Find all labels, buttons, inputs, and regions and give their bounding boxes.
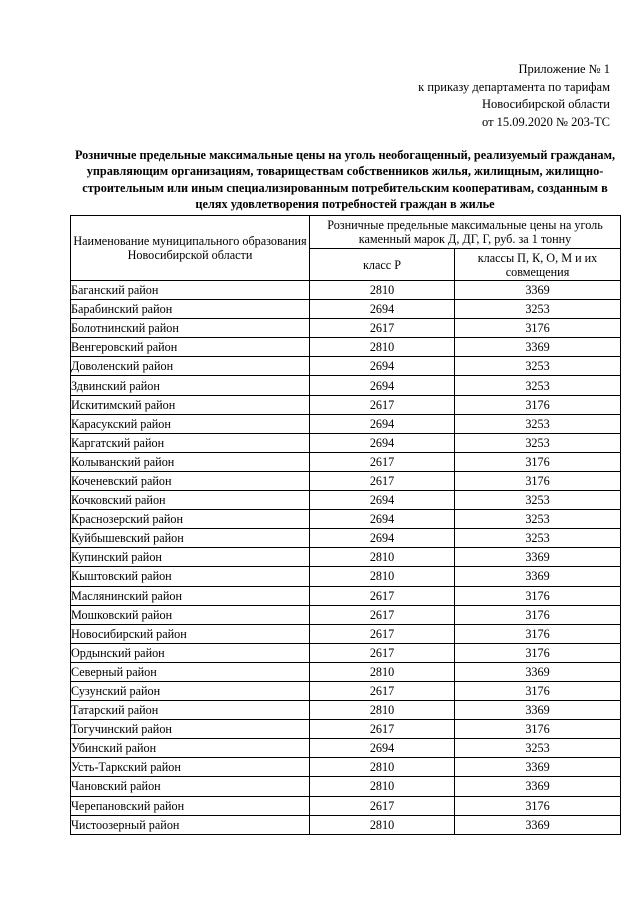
municipality-name-cell: Здвинский район [71,376,310,395]
price-class-other-cell: 3176 [455,471,621,490]
annex-header [418,61,610,131]
municipality-name-cell: Куйбышевский район [71,529,310,548]
document-title: Розничные предельные максимальные цены на уголь необогащенный, реализуемый гражданам, управляющим организациям, товариществам собственников жилья, жилищным, жилищно-строительным или иным специализированным потребительским кооперативам, созданным в целях удовлетворения потребностей граждан в жилье [74,148,616,211]
price-class-other-cell: 3253 [455,376,621,395]
table-row [71,605,621,624]
municipality-name-cell: Колыванский район [71,452,310,471]
municipality-name-cell: Карасукский район [71,414,310,433]
price-class-other-cell: 3176 [455,624,621,643]
price-class-p-cell: 2810 [310,662,455,681]
price-class-other-cell: 3369 [455,701,621,720]
price-class-p-cell: 2617 [310,586,455,605]
municipality-name-cell: Кочковский район [71,491,310,510]
table-row [71,395,621,414]
price-class-p-cell: 2694 [310,414,455,433]
municipality-name-cell: Ордынский район [71,643,310,662]
price-class-p-cell: 2810 [310,777,455,796]
table-row [71,491,621,510]
class-other-column-header: классы П, К, О, М и их совмещения [455,249,621,281]
table-row [71,739,621,758]
table-row [71,281,621,300]
table-row [71,815,621,834]
price-class-p-cell: 2617 [310,720,455,739]
table-row [71,433,621,452]
price-class-p-cell: 2617 [310,796,455,815]
municipality-name-cell: Усть-Таркский район [71,758,310,777]
price-class-other-cell: 3369 [455,548,621,567]
price-class-other-cell: 3369 [455,567,621,586]
municipality-name-cell: Маслянинский район [71,586,310,605]
price-class-other-cell: 3253 [455,433,621,452]
municipality-name-cell: Кыштовский район [71,567,310,586]
price-class-other-cell: 3176 [455,605,621,624]
price-class-p-cell: 2694 [310,300,455,319]
price-class-other-cell: 3176 [455,796,621,815]
price-class-p-cell: 2617 [310,319,455,338]
price-class-p-cell: 2694 [310,491,455,510]
price-class-p-cell: 2694 [310,376,455,395]
price-class-p-cell: 2810 [310,281,455,300]
annex-order-date: от 15.09.2020 № 203-ТС [482,114,610,129]
municipality-name-cell: Болотнинский район [71,319,310,338]
table-row [71,300,621,319]
table-row [71,471,621,490]
price-class-p-cell: 2810 [310,701,455,720]
price-class-p-cell: 2694 [310,739,455,758]
municipality-name-cell: Баганский район [71,281,310,300]
table-row [71,319,621,338]
price-class-p-cell: 2694 [310,510,455,529]
table-row [71,567,621,586]
table-row [71,796,621,815]
municipality-name-cell: Коченевский район [71,471,310,490]
price-class-other-cell: 3369 [455,758,621,777]
municipality-name-cell: Чистоозерный район [71,815,310,834]
price-class-p-cell: 2617 [310,395,455,414]
table-row [71,681,621,700]
municipality-name-cell: Сузунский район [71,681,310,700]
table-row [71,414,621,433]
municipality-name-cell: Доволенский район [71,357,310,376]
table-row [71,510,621,529]
municipality-name-cell: Убинский район [71,739,310,758]
price-class-p-cell: 2810 [310,758,455,777]
price-class-other-cell: 3253 [455,529,621,548]
table-row [71,624,621,643]
price-class-p-cell: 2810 [310,815,455,834]
price-class-p-cell: 2694 [310,433,455,452]
price-class-other-cell: 3369 [455,662,621,681]
price-class-other-cell: 3253 [455,739,621,758]
price-class-other-cell: 3176 [455,586,621,605]
price-class-other-cell: 3253 [455,414,621,433]
table-row [71,452,621,471]
class-p-column-header: класс Р [310,249,455,281]
price-class-other-cell: 3369 [455,338,621,357]
price-class-other-cell: 3369 [455,281,621,300]
annex-number: Приложение № 1 [518,62,610,76]
municipality-name-cell: Тогучинский район [71,720,310,739]
price-class-other-cell: 3176 [455,643,621,662]
annex-region: Новосибирской области [481,97,610,111]
table-row [71,662,621,681]
table-row [71,643,621,662]
table-row [71,777,621,796]
price-class-p-cell: 2810 [310,338,455,357]
price-class-p-cell: 2810 [310,548,455,567]
price-class-other-cell: 3253 [455,300,621,319]
price-class-other-cell: 3253 [455,491,621,510]
price-class-other-cell: 3176 [455,681,621,700]
price-class-p-cell: 2617 [310,452,455,471]
municipality-name-cell: Каргатский район [71,433,310,452]
table-row [71,758,621,777]
price-class-p-cell: 2810 [310,567,455,586]
municipality-name-cell: Черепановский район [71,796,310,815]
price-class-other-cell: 3369 [455,777,621,796]
price-class-p-cell: 2694 [310,529,455,548]
price-class-other-cell: 3176 [455,720,621,739]
table-row [71,720,621,739]
price-class-p-cell: 2617 [310,681,455,700]
table-row [71,586,621,605]
municipality-column-header: Наименование муниципального образования Новосибирской области [71,216,310,281]
table-row [71,701,621,720]
annex-order-ref: к приказу департамента по тарифам [418,79,610,94]
price-class-p-cell: 2617 [310,605,455,624]
municipality-name-cell: Мошковский район [71,605,310,624]
municipality-name-cell: Венгеровский район [71,338,310,357]
price-table [70,215,621,835]
price-table-header [71,216,621,281]
municipality-name-cell: Новосибирский район [71,624,310,643]
price-group-header: Розничные предельные максимальные цены на уголь каменный марок Д, ДГ, Г, руб. за 1 тонну [310,216,621,249]
municipality-name-cell: Искитимский район [71,395,310,414]
municipality-name-cell: Купинский район [71,548,310,567]
price-class-p-cell: 2617 [310,471,455,490]
price-class-p-cell: 2694 [310,357,455,376]
price-class-p-cell: 2617 [310,624,455,643]
municipality-name-cell: Краснозерский район [71,510,310,529]
price-class-other-cell: 3176 [455,452,621,471]
table-row [71,529,621,548]
price-class-other-cell: 3369 [455,815,621,834]
municipality-name-cell: Чановский район [71,777,310,796]
price-class-other-cell: 3253 [455,510,621,529]
municipality-name-cell: Барабинский район [71,300,310,319]
municipality-name-cell: Северный район [71,662,310,681]
price-class-p-cell: 2617 [310,643,455,662]
table-row [71,548,621,567]
price-class-other-cell: 3176 [455,319,621,338]
table-row [71,376,621,395]
table-row [71,338,621,357]
price-table-body [71,281,621,835]
price-class-other-cell: 3176 [455,395,621,414]
municipality-name-cell: Татарский район [71,701,310,720]
table-row [71,357,621,376]
price-class-other-cell: 3253 [455,357,621,376]
